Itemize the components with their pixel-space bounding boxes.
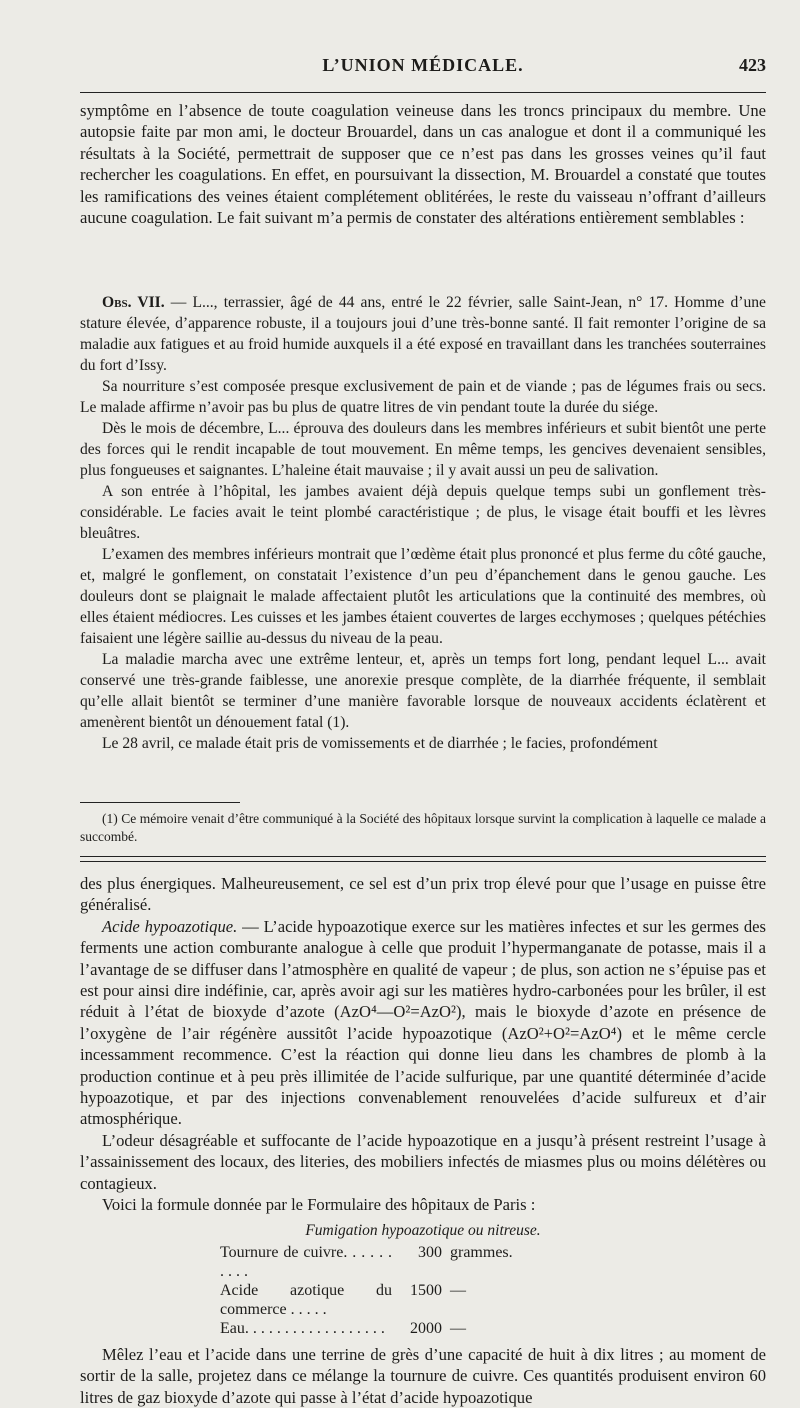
footnote-rule <box>80 802 240 803</box>
acide-heading: Acide hypoazotique. <box>102 916 238 936</box>
upper-text <box>80 100 766 228</box>
recipe-row <box>220 1319 540 1338</box>
recipe-unit: grammes. <box>450 1243 513 1261</box>
observation-paragraph: La maladie marcha avec une extrême lenteur, et, après un temps fort long, pendant lequel L... avait conservé une très-grande faiblesse, une anorexie presque complète, de la diarrhée fréquente, il semblait qu’elle allait bientôt se terminer d’une manière favorable lorsque de nouveaux accidents éclatèrent et amenèrent bientôt un dénouement fatal (1). <box>80 651 766 731</box>
recipe-ingredient: Tournure de cuivre. . . . . . . . . . <box>220 1243 392 1280</box>
recipe-quantity: 1500 <box>410 1281 442 1299</box>
paragraph: symptôme en l’absence de toute coagulation veineuse dans les troncs principaux du membre. Une autopsie faite par mon ami, le docteur Brouardel, dans un cas analogue et dont il a communiqué les résultats à la Société, permettrait de supposer que ce n’est pas dans les grosses veines qu’il faut rechercher les coagulations. En effet, en poursuivant la dissection, M. Brouardel a constaté que toutes les ramifications des veines étaient complétement oblitérées, le reste du vaisseau n’offrant d’ailleurs aucune coagulation. Le fait suivant m’a permis de constater des altérations entièrement semblables : <box>80 101 766 228</box>
recipe-unit: — <box>450 1319 466 1337</box>
section-rule-top <box>80 856 766 857</box>
observation-paragraph: L’examen des membres inférieurs montrait que l’œdème était plus prononcé et plus ferme du côté gauche, et, malgré le gonflement, on constatait l’existence d’un peu d’épanchement dans le genou gauche. Les douleurs dont se plaignait le malade affectaient plutôt les articulations que la continuité des membres, où elles étaient médiocres. Les cuisses et les jambes étaient couvertes de larges ecchymoses ; quelques pétéchies faisaient une légère saillie au-dessus du niveau de la peau. <box>80 546 766 647</box>
acide-paragraph <box>80 916 766 1130</box>
recipe-quantity: 300 <box>418 1243 442 1261</box>
header-rule <box>80 92 766 93</box>
recipe-quantity: 2000 <box>410 1319 442 1337</box>
running-title: L’UNION MÉDICALE. <box>322 55 524 75</box>
paragraph: Mêlez l’eau et l’acide dans une terrine de grès d’une capacité de huit à dix litres ; au moment de sortir de la salle, projetez dans ce mélange la tournure de cuivre. Ces quantités produisent environ 60 litres de gaz bioxyde d’azote qui passe à l’état d’acide hypoazotique <box>80 1344 766 1407</box>
recipe-ingredient: Eau. . . . . . . . . . . . . . . . . . <box>220 1319 385 1337</box>
lower-text <box>80 873 766 1408</box>
observation-text: — L..., terrassier, âgé de 44 ans, entré le 22 février, salle Saint-Jean, n° 17. Homme d’une stature élevée, d’apparence robuste, il a toujours joui d’une très-bonne santé. Il fait remonter l’origine de sa maladie aux fatigues et au froid humide auxquels il a été exposé en travaillant dans les tranchées souterraines du fort d’Issy. <box>80 294 766 374</box>
recipe-unit: — <box>450 1281 466 1299</box>
observation-first-paragraph <box>80 292 766 376</box>
observation-section <box>80 292 766 754</box>
page-header <box>80 55 766 85</box>
paragraph: Voici la formule donnée par le Formulaire des hôpitaux de Paris : <box>102 1195 536 1215</box>
recipe-table <box>220 1243 540 1338</box>
recipe-row <box>220 1243 540 1281</box>
recipe-row <box>220 1281 540 1319</box>
footnote: (1) Ce mémoire venait d’être communiqué à la Société des hôpitaux lorsque survint la complication à laquelle ce malade a succombé. <box>80 811 766 844</box>
paragraph: des plus énergiques. Malheureusement, ce sel est d’un prix trop élevé pour que l’usage en puisse être généralisé. <box>80 874 766 915</box>
observation-paragraph: Dès le mois de décembre, L... éprouva des douleurs dans les membres inférieurs et subit bientôt une perte des forces qui le rendit incapable de tout mouvement. En même temps, les gencives devenaient sensibles, plus fongueuses et saignantes. L’haleine était mauvaise ; il y avait aussi un peu de salivation. <box>80 420 766 479</box>
section-rule-bottom <box>80 861 766 862</box>
acide-text: — L’acide hypoazotique exerce sur les matières infectes et sur les germes des ferments une action comburante analogue à celle que produit l’hypermanganate de potasse, mais il a l’avantage de se diffuser dans l’atmosphère en qualité de vapeur ; de plus, son action ne s’épuise pas et est pour ainsi dire indéfinie, car, après avoir agi sur les matières hydro-carbonées pour les brûler, il est réduit à l’état de bioxyde d’azote (AzO⁴—O²=AzO²), mais le bioxyde d’azote en présence de l’oxygène de l’air régénère aussitôt l’acide hypoazotique (AzO²+O²=AzO⁴) et le même cercle incessamment recommence. C’est la réaction qui donne lieu dans les chambres de plomb à la production continue et à peu près illimitée de l’acide sulfurique, par une quantité déterminée d’acide hypoazotique, et par des injections convenablement renouvelées d’acide sulfureux et d’air atmosphérique. <box>80 916 766 1129</box>
recipe-ingredient: Acide azotique du commerce . . . . . <box>220 1281 392 1318</box>
page-number: 423 <box>739 55 766 75</box>
recipe-title: Fumigation hypoazotique ou nitreuse. <box>305 1221 541 1239</box>
observation-paragraph: Le 28 avril, ce malade était pris de vomissements et de diarrhée ; le facies, profondément <box>102 735 658 752</box>
observation-paragraph: Sa nourriture s’est composée presque exclusivement de pain et de viande ; pas de légumes frais ou secs. Le malade affirme n’avoir pas bu plus de quatre litres de vin pendant toute la durée du siége. <box>80 378 766 416</box>
observation-paragraph: A son entrée à l’hôpital, les jambes avaient déjà depuis quelque temps subi un gonflement très-considérable. Le facies avait le teint plombé caractéristique ; de plus, le visage était bouffi et les lèvres bleuâtres. <box>80 483 766 542</box>
paragraph: L’odeur désagréable et suffocante de l’acide hypoazotique en a jusqu’à présent restreint l’usage à l’assainissement des locaux, des literies, des mobiliers infectés de miasmes plus ou moins délétères ou contagieux. <box>80 1130 766 1193</box>
observation-label: Obs. VII. <box>102 294 165 311</box>
